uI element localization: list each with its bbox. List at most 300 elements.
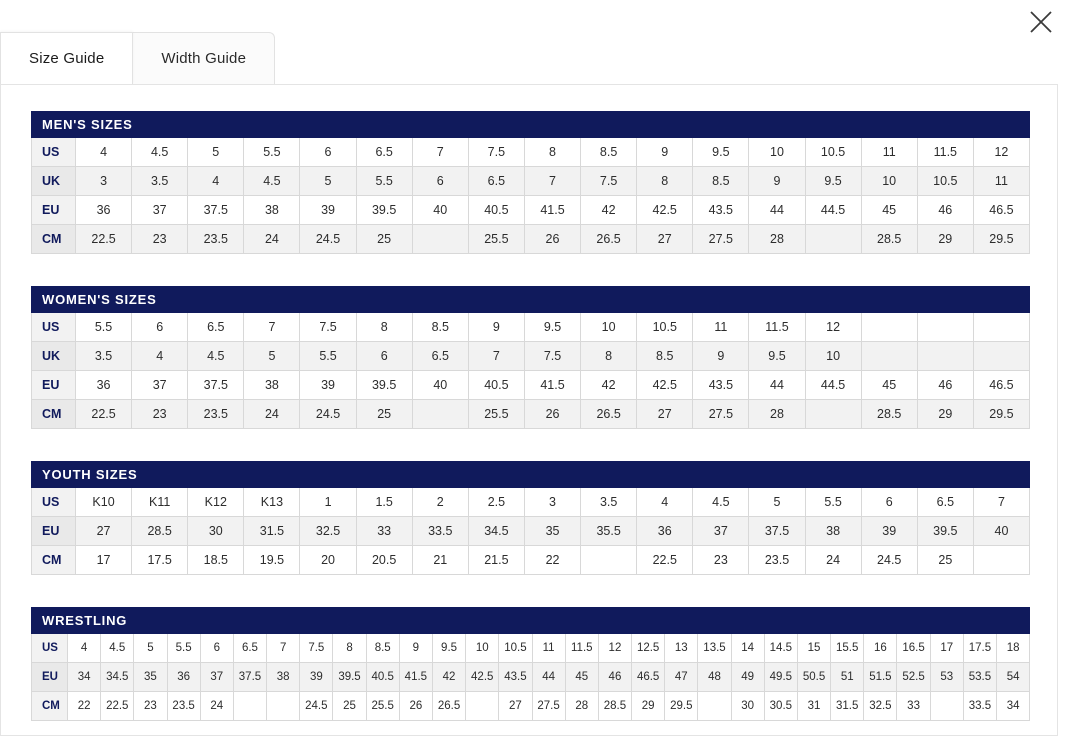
row-label: CM bbox=[32, 692, 68, 721]
size-cell: 10 bbox=[581, 313, 637, 342]
size-cell: 42.5 bbox=[466, 663, 499, 692]
table-title-filler bbox=[233, 608, 299, 634]
size-cell: 22 bbox=[68, 692, 101, 721]
size-cell: 8.5 bbox=[366, 634, 399, 663]
size-cell: 29 bbox=[917, 225, 973, 254]
size-cell: 36 bbox=[167, 663, 200, 692]
size-cell: 3.5 bbox=[581, 488, 637, 517]
table-title-filler bbox=[917, 112, 1029, 138]
table-title-row bbox=[32, 287, 1030, 313]
row-label: UK bbox=[32, 167, 76, 196]
table-title-row bbox=[32, 608, 1030, 634]
size-cell: 39.5 bbox=[333, 663, 366, 692]
size-cell: 17 bbox=[930, 634, 963, 663]
size-cell: 29.5 bbox=[973, 400, 1029, 429]
row-label: CM bbox=[32, 225, 76, 254]
table-row bbox=[32, 225, 1030, 254]
size-cell: 32.5 bbox=[300, 517, 356, 546]
size-cell: 4 bbox=[132, 342, 188, 371]
size-cell: 7 bbox=[244, 313, 300, 342]
size-cell: 5.5 bbox=[805, 488, 861, 517]
table-title: WRESTLING bbox=[32, 608, 168, 634]
size-cell: K12 bbox=[188, 488, 244, 517]
size-cell: 14 bbox=[731, 634, 764, 663]
size-cell: 6 bbox=[356, 342, 412, 371]
size-cell: 37 bbox=[200, 663, 233, 692]
size-cell: 42 bbox=[581, 371, 637, 400]
size-cell: 4.5 bbox=[101, 634, 134, 663]
size-cell: 24 bbox=[244, 225, 300, 254]
size-cell: 10 bbox=[749, 138, 805, 167]
size-cell: 7 bbox=[267, 634, 300, 663]
size-cell: 9.5 bbox=[693, 138, 749, 167]
size-cell: 14.5 bbox=[764, 634, 797, 663]
size-cell: 37 bbox=[132, 371, 188, 400]
size-cell: 37.5 bbox=[188, 371, 244, 400]
size-cell: 39 bbox=[300, 663, 333, 692]
size-cell: 15.5 bbox=[831, 634, 864, 663]
size-cell: 17.5 bbox=[963, 634, 996, 663]
size-cell: 44 bbox=[532, 663, 565, 692]
size-cell: 30 bbox=[731, 692, 764, 721]
size-cell: 49 bbox=[731, 663, 764, 692]
table-title-filler bbox=[764, 608, 830, 634]
size-cell bbox=[917, 342, 973, 371]
table-row bbox=[32, 400, 1030, 429]
size-cell: 8.5 bbox=[581, 138, 637, 167]
size-cell: 24.5 bbox=[300, 692, 333, 721]
size-cell: 31 bbox=[797, 692, 830, 721]
size-cell bbox=[917, 313, 973, 342]
size-cell bbox=[412, 225, 468, 254]
size-cell: 23.5 bbox=[749, 546, 805, 575]
size-cell: 25 bbox=[917, 546, 973, 575]
size-cell: 22.5 bbox=[101, 692, 134, 721]
table-title-filler bbox=[356, 287, 468, 313]
table-title-filler bbox=[300, 608, 366, 634]
tab-width-guide-label: Width Guide bbox=[161, 50, 247, 67]
size-cell: 9 bbox=[399, 634, 432, 663]
size-cell: 9 bbox=[468, 313, 524, 342]
size-cell: 38 bbox=[805, 517, 861, 546]
table-title-row bbox=[32, 112, 1030, 138]
size-cell bbox=[805, 225, 861, 254]
size-cell: 28.5 bbox=[861, 225, 917, 254]
size-cell: 24 bbox=[200, 692, 233, 721]
size-cell: 38 bbox=[267, 663, 300, 692]
table-title-filler bbox=[581, 462, 693, 488]
size-cell: 12 bbox=[973, 138, 1029, 167]
size-cell: 9 bbox=[749, 167, 805, 196]
table-title-filler bbox=[167, 608, 233, 634]
size-cell: 42.5 bbox=[637, 371, 693, 400]
table-title-filler bbox=[917, 287, 1029, 313]
table-title-filler bbox=[468, 112, 580, 138]
size-cell: 28.5 bbox=[598, 692, 631, 721]
size-cell bbox=[861, 342, 917, 371]
size-cell: 1 bbox=[300, 488, 356, 517]
size-cell: 6.5 bbox=[233, 634, 266, 663]
size-cell: 7.5 bbox=[300, 313, 356, 342]
size-cell: 4.5 bbox=[188, 342, 244, 371]
size-table-youth-sizes bbox=[31, 461, 1030, 575]
size-cell: 34 bbox=[68, 663, 101, 692]
size-cell: 29.5 bbox=[665, 692, 698, 721]
size-cell: 10.5 bbox=[637, 313, 693, 342]
size-cell: 9.5 bbox=[749, 342, 805, 371]
size-cell: 28.5 bbox=[132, 517, 188, 546]
table-title-filler bbox=[468, 287, 580, 313]
row-label: EU bbox=[32, 517, 76, 546]
size-cell: 6 bbox=[200, 634, 233, 663]
size-cell: 7.5 bbox=[524, 342, 580, 371]
tab-width-guide[interactable] bbox=[132, 32, 275, 84]
size-cell: 40.5 bbox=[366, 663, 399, 692]
size-cell: K13 bbox=[244, 488, 300, 517]
size-cell: 23 bbox=[132, 225, 188, 254]
size-cell bbox=[930, 692, 963, 721]
size-cell: 42 bbox=[432, 663, 465, 692]
size-cell: 35.5 bbox=[581, 517, 637, 546]
size-cell: 7.5 bbox=[300, 634, 333, 663]
table-title-filler bbox=[581, 112, 693, 138]
size-cell: 40 bbox=[973, 517, 1029, 546]
size-cell: 44 bbox=[749, 196, 805, 225]
size-cell: 7 bbox=[524, 167, 580, 196]
table-row bbox=[32, 167, 1030, 196]
size-cell: 30 bbox=[188, 517, 244, 546]
size-cell: 51 bbox=[831, 663, 864, 692]
size-cell: 9.5 bbox=[805, 167, 861, 196]
size-cell: 27.5 bbox=[693, 400, 749, 429]
size-cell: 23.5 bbox=[188, 225, 244, 254]
size-cell bbox=[861, 313, 917, 342]
table-title-filler bbox=[468, 462, 580, 488]
size-cell: 47 bbox=[665, 663, 698, 692]
size-table-women-s-sizes bbox=[31, 286, 1030, 429]
size-cell: 31.5 bbox=[244, 517, 300, 546]
table-title-filler bbox=[499, 608, 565, 634]
size-cell: 25.5 bbox=[468, 225, 524, 254]
table-title-filler bbox=[565, 608, 631, 634]
tab-bar bbox=[0, 32, 275, 84]
size-cell: 8 bbox=[333, 634, 366, 663]
size-cell: 27.5 bbox=[693, 225, 749, 254]
size-cell: 5.5 bbox=[76, 313, 132, 342]
size-cell bbox=[805, 400, 861, 429]
size-cell: 20 bbox=[300, 546, 356, 575]
size-cell: 40 bbox=[412, 196, 468, 225]
size-cell: 10.5 bbox=[805, 138, 861, 167]
size-cell: 7 bbox=[973, 488, 1029, 517]
table-title-filler bbox=[693, 462, 805, 488]
table-title-filler bbox=[897, 608, 963, 634]
table-title-filler bbox=[244, 462, 356, 488]
size-cell: 4 bbox=[188, 167, 244, 196]
tab-size-guide-label: Size Guide bbox=[29, 50, 105, 67]
size-cell: 5 bbox=[244, 342, 300, 371]
size-cell: 7 bbox=[468, 342, 524, 371]
size-cell: 10 bbox=[466, 634, 499, 663]
size-cell: 51.5 bbox=[864, 663, 897, 692]
size-cell: 30.5 bbox=[764, 692, 797, 721]
size-tables bbox=[31, 111, 1027, 721]
table-row bbox=[32, 663, 1030, 692]
size-cell: 8 bbox=[581, 342, 637, 371]
row-label: US bbox=[32, 488, 76, 517]
size-cell: 48 bbox=[698, 663, 731, 692]
size-cell bbox=[581, 546, 637, 575]
size-cell: 5 bbox=[300, 167, 356, 196]
table-title: MEN'S SIZES bbox=[32, 112, 244, 138]
size-cell: 8 bbox=[524, 138, 580, 167]
size-cell: 26.5 bbox=[432, 692, 465, 721]
size-cell: 38 bbox=[244, 196, 300, 225]
size-cell: 16.5 bbox=[897, 634, 930, 663]
size-cell: 15 bbox=[797, 634, 830, 663]
table-row bbox=[32, 488, 1030, 517]
table-title-filler bbox=[581, 287, 693, 313]
size-cell: 34 bbox=[997, 692, 1030, 721]
size-cell: 2 bbox=[412, 488, 468, 517]
size-cell: 6 bbox=[412, 167, 468, 196]
table-title-filler bbox=[805, 462, 917, 488]
size-cell: 27 bbox=[76, 517, 132, 546]
table-title-filler bbox=[356, 462, 468, 488]
row-label: US bbox=[32, 138, 76, 167]
size-cell: 11.5 bbox=[917, 138, 973, 167]
size-cell: 6.5 bbox=[188, 313, 244, 342]
table-row bbox=[32, 342, 1030, 371]
size-cell: 19.5 bbox=[244, 546, 300, 575]
size-cell: 4.5 bbox=[693, 488, 749, 517]
row-label: CM bbox=[32, 546, 76, 575]
size-cell: 5.5 bbox=[244, 138, 300, 167]
size-cell: 46.5 bbox=[632, 663, 665, 692]
size-cell: 22 bbox=[524, 546, 580, 575]
size-cell: 28 bbox=[749, 400, 805, 429]
size-cell: 39 bbox=[300, 371, 356, 400]
row-label: EU bbox=[32, 663, 68, 692]
row-label: EU bbox=[32, 371, 76, 400]
size-cell: 11.5 bbox=[749, 313, 805, 342]
table-row bbox=[32, 196, 1030, 225]
size-cell: 39.5 bbox=[356, 371, 412, 400]
close-icon[interactable] bbox=[1019, 0, 1063, 44]
size-cell: 49.5 bbox=[764, 663, 797, 692]
table-title-filler bbox=[917, 462, 1029, 488]
size-cell: 42 bbox=[581, 196, 637, 225]
table-title-filler bbox=[698, 608, 764, 634]
size-cell: 6 bbox=[861, 488, 917, 517]
size-cell: 21 bbox=[412, 546, 468, 575]
table-title-filler bbox=[244, 112, 356, 138]
size-cell: 5.5 bbox=[300, 342, 356, 371]
size-cell bbox=[233, 692, 266, 721]
size-cell: 29 bbox=[917, 400, 973, 429]
size-cell: 29 bbox=[632, 692, 665, 721]
tab-size-guide[interactable] bbox=[0, 32, 133, 84]
size-cell: 5 bbox=[749, 488, 805, 517]
size-cell: 23 bbox=[134, 692, 167, 721]
size-cell: 11 bbox=[693, 313, 749, 342]
size-cell: 6.5 bbox=[917, 488, 973, 517]
size-cell bbox=[973, 546, 1029, 575]
size-cell: 50.5 bbox=[797, 663, 830, 692]
size-cell bbox=[698, 692, 731, 721]
size-cell: 23.5 bbox=[167, 692, 200, 721]
size-cell bbox=[973, 313, 1029, 342]
size-cell: 5.5 bbox=[167, 634, 200, 663]
size-cell: 27.5 bbox=[532, 692, 565, 721]
size-cell: 32.5 bbox=[864, 692, 897, 721]
size-cell: 39.5 bbox=[356, 196, 412, 225]
size-cell: 5 bbox=[188, 138, 244, 167]
size-cell: 33 bbox=[897, 692, 930, 721]
size-cell: 4 bbox=[637, 488, 693, 517]
size-cell: 22.5 bbox=[76, 400, 132, 429]
size-cell: 6 bbox=[132, 313, 188, 342]
size-cell: 46.5 bbox=[973, 196, 1029, 225]
size-cell: 25 bbox=[333, 692, 366, 721]
size-cell: 22.5 bbox=[637, 546, 693, 575]
size-cell: 1.5 bbox=[356, 488, 412, 517]
size-cell: 28.5 bbox=[861, 400, 917, 429]
table-title-filler bbox=[805, 287, 917, 313]
size-cell bbox=[412, 400, 468, 429]
size-cell: K11 bbox=[132, 488, 188, 517]
size-cell: 23 bbox=[132, 400, 188, 429]
size-cell: 39 bbox=[861, 517, 917, 546]
size-cell: 7.5 bbox=[581, 167, 637, 196]
size-cell: 20.5 bbox=[356, 546, 412, 575]
size-cell: 38 bbox=[244, 371, 300, 400]
size-cell: 35 bbox=[524, 517, 580, 546]
size-cell: 40.5 bbox=[468, 196, 524, 225]
table-row bbox=[32, 634, 1030, 663]
size-cell: 13 bbox=[665, 634, 698, 663]
size-cell: 37.5 bbox=[749, 517, 805, 546]
size-cell: 36 bbox=[76, 196, 132, 225]
table-title-filler bbox=[831, 608, 897, 634]
size-cell: 23 bbox=[693, 546, 749, 575]
size-cell: 12 bbox=[805, 313, 861, 342]
table-title-filler bbox=[356, 112, 468, 138]
size-cell: 25 bbox=[356, 400, 412, 429]
size-cell: 40 bbox=[412, 371, 468, 400]
size-cell: 40.5 bbox=[468, 371, 524, 400]
size-cell: 26.5 bbox=[581, 225, 637, 254]
size-cell: 7 bbox=[412, 138, 468, 167]
size-cell: 4.5 bbox=[244, 167, 300, 196]
table-title-filler bbox=[693, 287, 805, 313]
size-cell: 36 bbox=[637, 517, 693, 546]
size-cell: 24 bbox=[244, 400, 300, 429]
size-cell: 24.5 bbox=[300, 225, 356, 254]
size-cell: 25.5 bbox=[366, 692, 399, 721]
size-cell: 46 bbox=[598, 663, 631, 692]
size-cell: 9 bbox=[637, 138, 693, 167]
size-cell: 4 bbox=[76, 138, 132, 167]
table-title-filler bbox=[963, 608, 1029, 634]
size-cell: 9.5 bbox=[524, 313, 580, 342]
size-cell: 41.5 bbox=[399, 663, 432, 692]
size-cell: 8.5 bbox=[637, 342, 693, 371]
size-cell: 12.5 bbox=[632, 634, 665, 663]
size-cell: 37.5 bbox=[188, 196, 244, 225]
size-cell: 13.5 bbox=[698, 634, 731, 663]
size-cell: 4 bbox=[68, 634, 101, 663]
size-cell: 10.5 bbox=[499, 634, 532, 663]
table-row bbox=[32, 313, 1030, 342]
table-title-filler bbox=[366, 608, 432, 634]
table-title-filler bbox=[693, 112, 805, 138]
size-cell: 5.5 bbox=[356, 167, 412, 196]
size-cell: 11 bbox=[973, 167, 1029, 196]
row-label: US bbox=[32, 634, 68, 663]
size-cell: 44.5 bbox=[805, 371, 861, 400]
size-cell: 43.5 bbox=[693, 196, 749, 225]
size-cell: 6.5 bbox=[468, 167, 524, 196]
size-cell: 35 bbox=[134, 663, 167, 692]
size-cell: 34.5 bbox=[101, 663, 134, 692]
size-cell: 10 bbox=[861, 167, 917, 196]
size-cell: 8.5 bbox=[693, 167, 749, 196]
size-cell bbox=[466, 692, 499, 721]
size-cell: 44.5 bbox=[805, 196, 861, 225]
size-cell: 45 bbox=[565, 663, 598, 692]
size-cell: 8 bbox=[356, 313, 412, 342]
size-cell: 23.5 bbox=[188, 400, 244, 429]
row-label: EU bbox=[32, 196, 76, 225]
table-title: YOUTH SIZES bbox=[32, 462, 244, 488]
size-cell: 6.5 bbox=[412, 342, 468, 371]
table-row bbox=[32, 692, 1030, 721]
table-title-row bbox=[32, 462, 1030, 488]
size-cell: 10.5 bbox=[917, 167, 973, 196]
size-cell: 9 bbox=[693, 342, 749, 371]
table-title: WOMEN'S SIZES bbox=[32, 287, 244, 313]
size-cell: 25.5 bbox=[468, 400, 524, 429]
size-cell: 33.5 bbox=[412, 517, 468, 546]
size-cell: 24 bbox=[805, 546, 861, 575]
size-cell: 12 bbox=[598, 634, 631, 663]
size-cell: 28 bbox=[749, 225, 805, 254]
size-cell: 53.5 bbox=[963, 663, 996, 692]
size-cell: 36 bbox=[76, 371, 132, 400]
size-cell: 29.5 bbox=[973, 225, 1029, 254]
size-cell: 8.5 bbox=[412, 313, 468, 342]
size-cell: 6.5 bbox=[356, 138, 412, 167]
size-cell: 46 bbox=[917, 371, 973, 400]
size-cell: 3.5 bbox=[132, 167, 188, 196]
size-cell: 37.5 bbox=[233, 663, 266, 692]
size-cell: 2.5 bbox=[468, 488, 524, 517]
size-cell: 27 bbox=[637, 225, 693, 254]
size-cell: 46 bbox=[917, 196, 973, 225]
size-cell: 24.5 bbox=[300, 400, 356, 429]
size-cell: 37 bbox=[693, 517, 749, 546]
size-cell: 17 bbox=[76, 546, 132, 575]
size-cell: 11.5 bbox=[565, 634, 598, 663]
size-cell: 4.5 bbox=[132, 138, 188, 167]
size-cell: 33.5 bbox=[963, 692, 996, 721]
row-label: CM bbox=[32, 400, 76, 429]
table-title-filler bbox=[805, 112, 917, 138]
size-cell: 17.5 bbox=[132, 546, 188, 575]
size-cell: 41.5 bbox=[524, 196, 580, 225]
table-row bbox=[32, 138, 1030, 167]
